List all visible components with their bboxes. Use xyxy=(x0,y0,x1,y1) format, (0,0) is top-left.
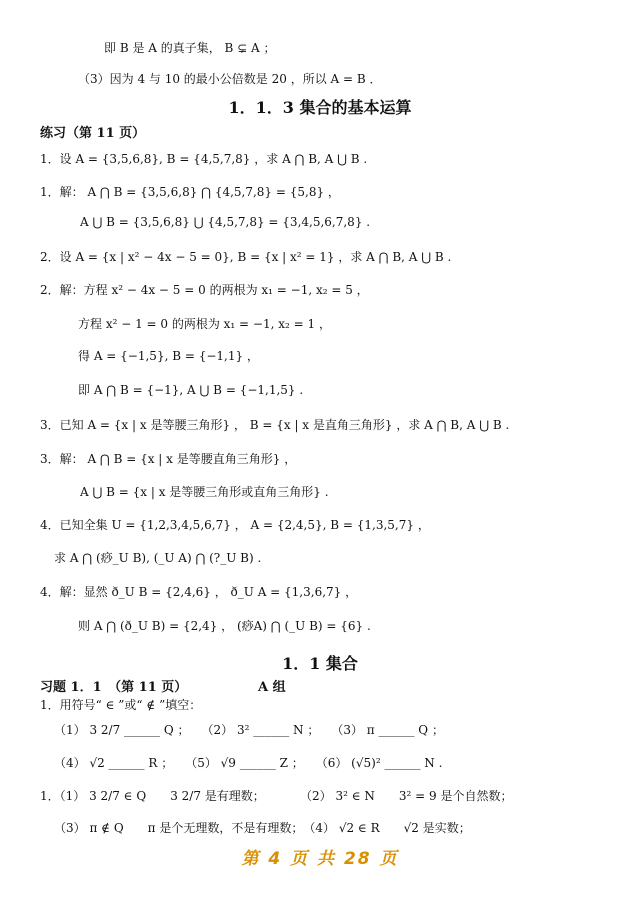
text-line: A ⋃ B = {x | x 是等腰三角形或直角三角形} . xyxy=(80,485,329,499)
page-footer: 第 4 页 共 28 页 xyxy=(241,849,399,869)
text-line: 即 A ⋂ B = {−1}, A ⋃ B = {−1,1,5} . xyxy=(78,383,304,397)
text-line: 2．设 A = {x | x² − 4x − 5 = 0}, B = {x | x² = 1} ，求 A ⋂ B, A ⋃ B . xyxy=(40,250,452,264)
text-line: （3）因为 4 与 10 的最小公倍数是 20 ，所以 A = B ． xyxy=(78,72,382,86)
text-line: A ⋃ B = {3,5,6,8} ⋃ {4,5,7,8} = {3,4,5,6,7,8} . xyxy=(80,215,371,229)
group-heading: A 组 xyxy=(258,680,286,695)
text-line: 求 A ⋂ (痧_U B), (_U A) ⋂ (?_U B) . xyxy=(54,551,262,565)
text-line: 3．解： A ⋂ B = {x | x 是等腰直角三角形} ， xyxy=(40,452,297,466)
section-heading: 1．1 集合 xyxy=(282,654,358,673)
text-line: 1．（1） 3 2/7 ∈ Q 3 2/7 是有理数； xyxy=(40,789,265,803)
text-line: 则 A ⋂ (ð_U B) = {2,4} ， (痧A) ⋂ (_U B) = {6} . xyxy=(78,619,371,633)
text-line: 即 B 是 A 的真子集， B ⊊ A ； xyxy=(104,41,276,55)
text-line: 1．用符号“ ∈ ”或“ ∉ ”填空： xyxy=(40,698,202,712)
text-line: 4．解：显然 ð_U B = {2,4,6} ， ð_U A = {1,3,6,7} ， xyxy=(40,585,358,599)
text-line: 3．已知 A = {x | x 是等腰三角形} ， B = {x | x 是直角三角形} ，求 A ⋂ B, A ⋃ B . xyxy=(40,418,510,432)
text-line: （3） π ∉ Q π 是个无理数，不是有理数； （4） √2 ∈ R √2 是实数； xyxy=(54,821,471,835)
text-line: 1．设 A = {3,5,6,8}, B = {4,5,7,8} ，求 A ⋂ B, A ⋃ B . xyxy=(40,152,368,166)
text-line: （4） √2 ______ R ； （5） √9 ______ Z ； （6） (√5)² ______ N . xyxy=(54,756,443,770)
practice-heading: 练习（第 11 页） xyxy=(40,126,146,141)
text-line: 1．解： A ⋂ B = {3,5,6,8} ⋂ {4,5,7,8} = {5,8} ， xyxy=(40,185,340,199)
exercise-heading: 习题 1．1 （第 11 页） xyxy=(40,680,188,695)
text-line: 2．解：方程 x² − 4x − 5 = 0 的两根为 x₁ = −1, x₂ = 5 ， xyxy=(40,283,369,297)
section-heading: 1．1．3 集合的基本运算 xyxy=(228,98,412,117)
text-line: 4．已知全集 U = {1,2,3,4,5,6,7} ， A = {2,4,5}, B = {1,3,5,7} ， xyxy=(40,518,430,532)
text-line: 方程 x² − 1 = 0 的两根为 x₁ = −1, x₂ = 1 ， xyxy=(78,317,331,331)
text-line: 得 A = {−1,5}, B = {−1,1} ， xyxy=(78,349,259,363)
text-line: （2） 3² ∈ N 3² = 9 是个自然数； xyxy=(300,789,513,803)
text-line: （1） 3 2/7 ______ Q ； （2） 3² ______ N ； （3） π ______ Q ； xyxy=(54,723,444,737)
